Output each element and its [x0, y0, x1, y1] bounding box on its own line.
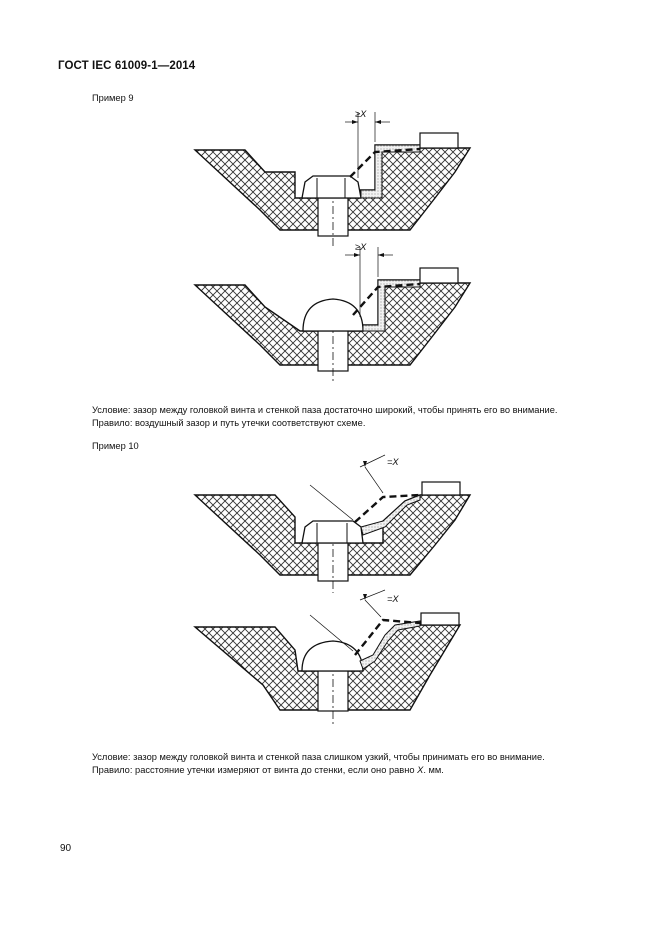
- example-9-label: Пример 9: [92, 93, 134, 103]
- example-9-rule: Правило: воздушный зазор и путь утечки соответствуют схеме.: [92, 418, 366, 428]
- dimension-label: ≥X: [355, 242, 367, 252]
- figure-10-round-head: [185, 585, 475, 735]
- dimension-label: =X: [387, 457, 399, 467]
- example-10-rule: Правило: расстояние утечки измеряют от винта до стенки, если оно равно X. мм.: [92, 765, 444, 775]
- example-9-condition: Условие: зазор между головкой винта и стенкой паза достаточно широкий, чтобы принять его во внимание.: [92, 405, 558, 415]
- page-number: 90: [60, 843, 72, 854]
- figure-9-round-head: [185, 235, 475, 385]
- example-10-condition: Условие: зазор между головкой винта и стенкой паза слишком узкий, чтобы принимать его во внимание.: [92, 752, 545, 762]
- dimension-label: ≥X: [355, 109, 367, 119]
- dimension-label: =X: [387, 594, 399, 604]
- figure-10-nut: [185, 445, 475, 595]
- document-header: ГОСТ IEC 61009-1—2014: [58, 60, 196, 72]
- example-10-label: Пример 10: [92, 441, 139, 451]
- figure-9-nut: [185, 100, 475, 250]
